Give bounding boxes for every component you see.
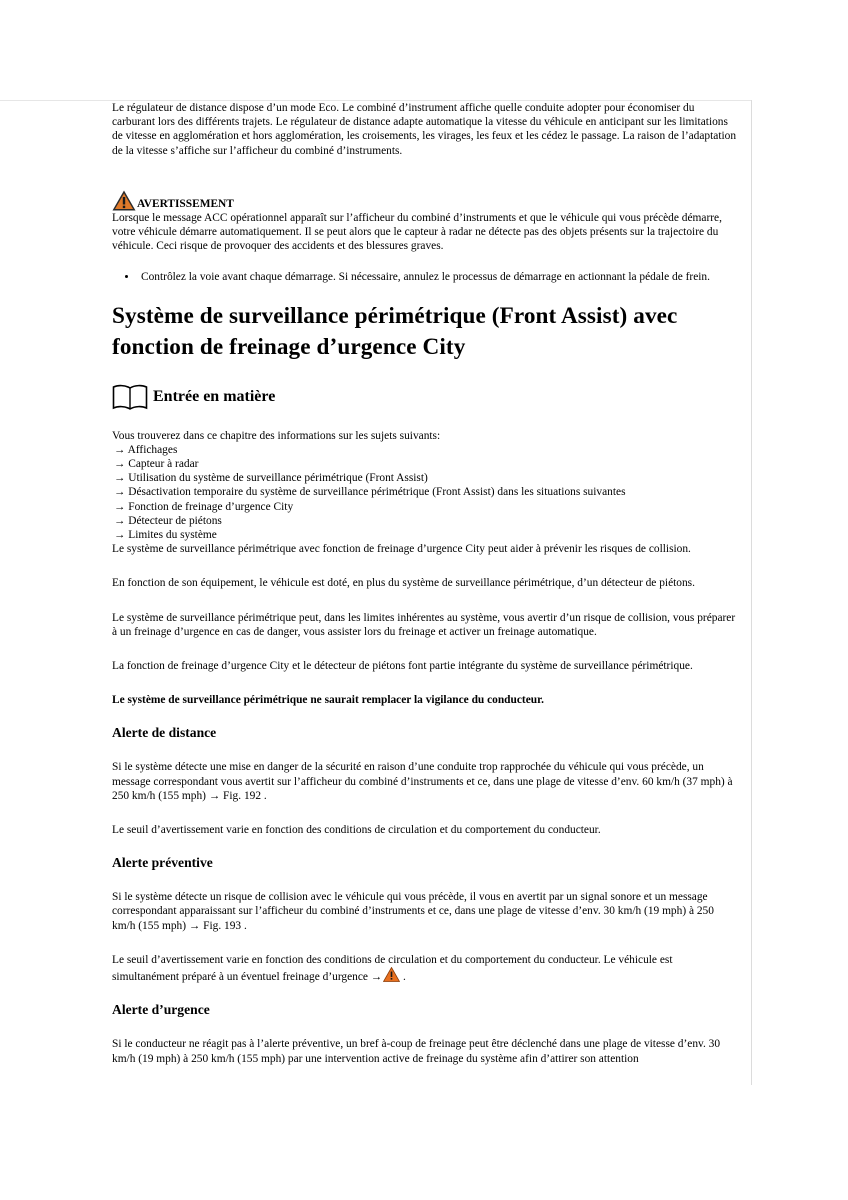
entree-intro: Vous trouverez dans ce chapitre des informations sur les sujets suivants: bbox=[112, 429, 441, 442]
book-icon bbox=[112, 384, 148, 410]
paragraph: Si le conducteur ne réagit pas à l’alerte préventive, un bref à-coup de freinage peut être déclenché dans une plage de vitesse d’env. 30 km/h (19 mph) à 250 km/h (155 mph) par une intervention active de freinage du système afin d’attirer son attention bbox=[112, 1038, 721, 1065]
heading-alerte-urgence: Alerte d’urgence bbox=[112, 1002, 210, 1018]
warning-label: AVERTISSEMENT bbox=[137, 197, 234, 210]
warning-triangle-icon bbox=[112, 190, 136, 211]
warning-text: Lorsque le message ACC opérationnel apparaît sur l’afficheur du combiné d’instruments et que le véhicule qui vous précède démarre, votre véhicule démarre automatiquement. Il se peut alors que le capteur à radar ne détecte pas des objets présents sur la trajectoire du véhicule. Ceci risque de provoquer des accidents et des blessures graves. bbox=[112, 211, 722, 253]
topic-link-affichages[interactable]: → Affichages bbox=[114, 443, 178, 456]
heading-alerte-preventive: Alerte préventive bbox=[112, 855, 213, 871]
intro-paragraph: Le régulateur de distance dispose d’un mode Eco. Le combiné d’instrument affiche quelle conduite adopter pour économiser du carburant lors des différents trajets. Le régulateur de distance adapte automatique la vitesse du véhicule en anticipant sur les limitations de vitesse en agglomération et hors agglomération, les croisements, les virages, les feux et les cédez le passage. La raison de l’adaptation de la vitesse s’affiche sur l’afficheur du combiné d’instruments. bbox=[112, 102, 737, 157]
paragraph: Si le système détecte une mise en danger de la sécurité en raison d’une conduite trop rapprochée du véhicule qui vous précède, un message correspondant vous avertit sur l’afficheur du combiné d’instruments et ce, dans une plage de vitesse d’env. 60 km/h (37 mph) à 250 km/h (155 mph) → Fig. 192 . bbox=[112, 761, 733, 802]
paragraph: Le seuil d’avertissement varie en fonction des conditions de circulation et du comportement du conducteur. bbox=[112, 824, 601, 837]
paragraph: Le système de surveillance périmétrique avec fonction de freinage d’urgence City peut aider à prévenir les risques de collision. bbox=[112, 543, 691, 556]
heading-alerte-distance: Alerte de distance bbox=[112, 725, 217, 741]
entree-header bbox=[112, 383, 740, 411]
topic-link-capteur[interactable]: → Capteur à radar bbox=[114, 458, 199, 471]
topic-link-limites[interactable]: → Limites du système bbox=[114, 529, 217, 542]
section-title: Système de surveillance périmétrique (Front Assist) avec fonction de freinage d’urgence City bbox=[112, 302, 678, 360]
topic-link-freinage-city[interactable]: → Fonction de freinage d’urgence City bbox=[114, 500, 294, 513]
paragraph: Si le système détecte un risque de collision avec le véhicule qui vous précède, il vous en avertit par un signal sonore et un message correspondant apparaissant sur l’afficheur du combiné d’instruments et ce, dans une plage de vitesse d’env. 30 km/h (19 mph) à 250 km/h (155 mph) → Fig. 193 . bbox=[112, 891, 714, 932]
topic-link-desactivation[interactable]: → Désactivation temporaire du système de surveillance périmétrique (Front Assist) dans les situations suivantes bbox=[114, 486, 626, 499]
document-body bbox=[112, 101, 740, 1066]
topic-link-utilisation[interactable]: → Utilisation du système de surveillance périmétrique (Front Assist) bbox=[114, 472, 428, 485]
paragraph: Le système de surveillance périmétrique peut, dans les limites inhérentes au système, vous avertir d’un risque de collision, vous préparer à un freinage d’urgence en cas de danger, vous assister lors du freinage et activer un freinage automatique. bbox=[112, 611, 736, 638]
warning-triangle-inline-icon[interactable] bbox=[383, 967, 400, 982]
bold-notice: Le système de surveillance périmétrique ne saurait remplacer la vigilance du conducteur. bbox=[112, 694, 544, 707]
paragraph: La fonction de freinage d’urgence City et le détecteur de piétons font partie intégrante du système de surveillance périmétrique. bbox=[112, 660, 693, 673]
page-right-rule bbox=[751, 100, 752, 1085]
topic-link-pietons[interactable]: → Détecteur de piétons bbox=[114, 514, 222, 527]
paragraph-text-end: . bbox=[400, 971, 406, 984]
topic-link-list bbox=[112, 443, 740, 542]
paragraph-text: Le seuil d’avertissement varie en fonction des conditions de circulation et du comportement du conducteur. Le véhicule est simultanément préparé à un éventuel freinage d’urgence → bbox=[112, 953, 673, 984]
paragraph-with-warning-link bbox=[112, 953, 740, 984]
paragraph: En fonction de son équipement, le véhicule est doté, en plus du système de surveillance périmétrique, d’un détecteur de piétons. bbox=[112, 577, 695, 590]
list-item: • Contrôlez la voie avant chaque démarrage. Si nécessaire, annulez le processus de démarrage en actionnant la pédale de frein. bbox=[138, 270, 740, 284]
warning-bullet-list bbox=[112, 270, 740, 284]
warning-header bbox=[112, 189, 740, 211]
entree-label: Entrée en matière bbox=[153, 387, 276, 405]
